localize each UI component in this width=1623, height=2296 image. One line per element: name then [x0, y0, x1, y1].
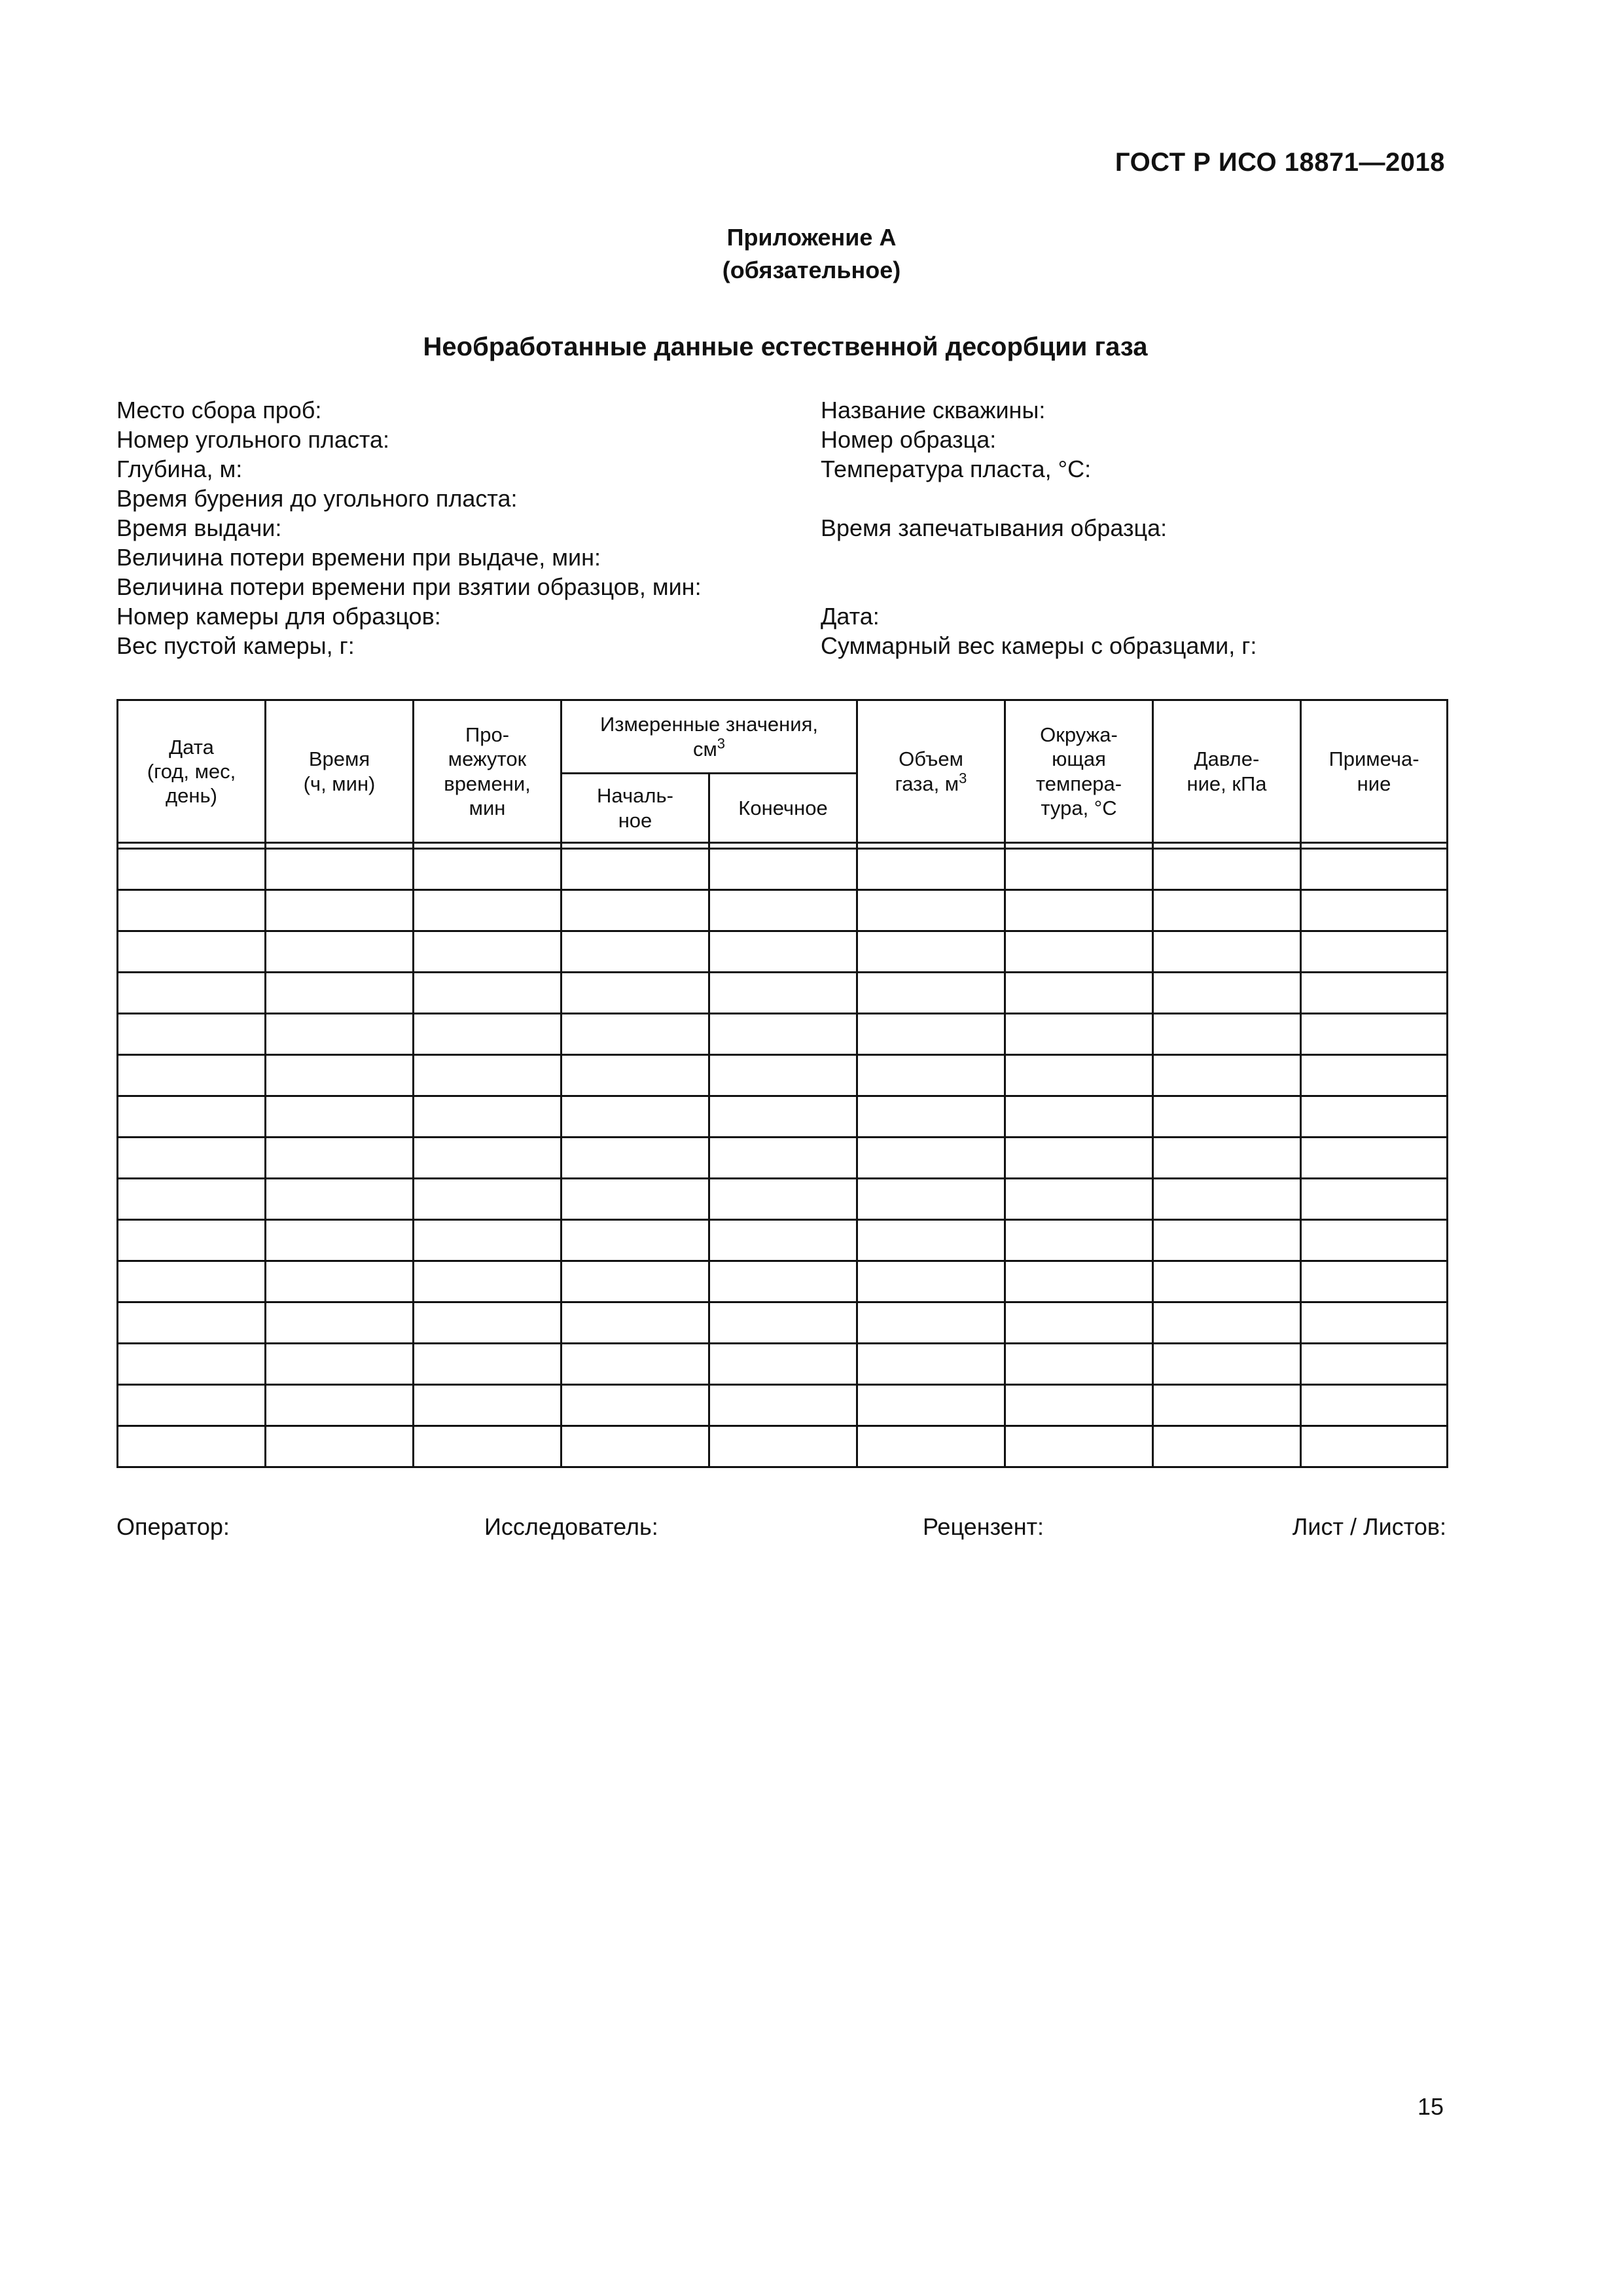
table-row [118, 931, 1448, 973]
table-cell [857, 1220, 1005, 1261]
table-cell [266, 1344, 414, 1385]
field-empty-2 [821, 543, 1257, 572]
table-cell [414, 1426, 562, 1467]
table-cell [266, 931, 414, 973]
table-cell [1301, 1426, 1448, 1467]
table-cell [562, 1138, 709, 1179]
table-cell [414, 1055, 562, 1096]
col-header-final: Конечное [709, 774, 857, 843]
table-cell [857, 973, 1005, 1014]
table-cell [857, 1385, 1005, 1426]
table-cell [857, 931, 1005, 973]
table-cell [118, 1220, 266, 1261]
table-cell [857, 849, 1005, 890]
table-cell [266, 1055, 414, 1096]
table-cell [266, 1261, 414, 1302]
table-cell [857, 890, 1005, 931]
field-seam-temperature: Температура пласта, °С: [821, 456, 1092, 482]
table-row [118, 973, 1448, 1014]
table-cell [1301, 1302, 1448, 1344]
table-cell [1301, 1138, 1448, 1179]
table-cell [1301, 1014, 1448, 1055]
col-header-notes: Примеча- ние [1301, 700, 1448, 843]
table-cell [857, 1014, 1005, 1055]
table-cell [562, 1344, 709, 1385]
table-cell [1153, 973, 1301, 1014]
table-cell [1301, 1261, 1448, 1302]
table-cell [857, 1138, 1005, 1179]
table-row [118, 1261, 1448, 1302]
table-row [118, 1220, 1448, 1261]
table-cell [1005, 1261, 1153, 1302]
table-cell [1005, 973, 1153, 1014]
table-cell [1301, 1055, 1448, 1096]
table-cell [1005, 1014, 1153, 1055]
table-cell [118, 1302, 266, 1344]
annex-title: Приложение А [726, 224, 897, 251]
table-cell [414, 1179, 562, 1220]
table-cell [118, 849, 266, 890]
table-cell [266, 973, 414, 1014]
table-cell [1301, 1220, 1448, 1261]
table-cell [709, 1426, 857, 1467]
table-cell [709, 973, 857, 1014]
field-total-weight: Суммарный вес камеры с образцами, г: [821, 632, 1257, 659]
table-cell [118, 890, 266, 931]
table-cell [1005, 1055, 1153, 1096]
table-cell [562, 973, 709, 1014]
table-cell [1301, 1179, 1448, 1220]
table-cell [1301, 1385, 1448, 1426]
table-cell [562, 1220, 709, 1261]
table-cell [118, 1385, 266, 1426]
table-cell [1153, 1179, 1301, 1220]
table-cell [1153, 1055, 1301, 1096]
field-sample-number: Номер образца: [821, 426, 997, 453]
table-cell [1153, 1261, 1301, 1302]
table-cell [562, 1055, 709, 1096]
fields-left [116, 395, 702, 660]
table-cell [1153, 1014, 1301, 1055]
table-cell [414, 1220, 562, 1261]
field-sampling-place: Место сбора проб: [116, 397, 322, 423]
table-cell [414, 849, 562, 890]
table-cell [1005, 1179, 1153, 1220]
col-header-date: Дата (год, мес, день) [118, 700, 266, 843]
table-cell [118, 1138, 266, 1179]
field-lost-time-delivery: Величина потери времени при выдаче, мин: [116, 544, 601, 571]
table-cell [1301, 973, 1448, 1014]
table-row [118, 1055, 1448, 1096]
table-cell [118, 1344, 266, 1385]
field-lost-time-sampling: Величина потери времени при взятии образцов, мин: [116, 573, 702, 600]
table-cell [118, 1426, 266, 1467]
field-seam-number: Номер угольного пласта: [116, 426, 390, 453]
table-cell [562, 931, 709, 973]
table-cell [1153, 931, 1301, 973]
table-cell [118, 1055, 266, 1096]
table-cell [1153, 1385, 1301, 1426]
table-cell [414, 1261, 562, 1302]
table-cell [1153, 1344, 1301, 1385]
table-cell [414, 931, 562, 973]
table-row [118, 1138, 1448, 1179]
table-cell [118, 1261, 266, 1302]
table-cell [118, 973, 266, 1014]
field-delivery-time: Время выдачи: [116, 514, 282, 541]
table-cell [562, 1426, 709, 1467]
table-cell [266, 890, 414, 931]
table-cell [857, 1179, 1005, 1220]
table-cell [857, 1426, 1005, 1467]
field-depth: Глубина, м: [116, 456, 243, 482]
field-well-name: Название скважины: [821, 397, 1046, 423]
table-cell [266, 1302, 414, 1344]
field-date: Дата: [821, 603, 880, 630]
table-cell [414, 890, 562, 931]
table-cell [562, 890, 709, 931]
table-cell [709, 1014, 857, 1055]
col-header-pressure: Давле- ние, кПа [1153, 700, 1301, 843]
table-cell [266, 1014, 414, 1055]
table-cell [118, 931, 266, 973]
table-cell [857, 1302, 1005, 1344]
table-cell [1005, 1385, 1153, 1426]
table-cell [414, 1302, 562, 1344]
document-title: Необработанные данные естественной десорбции газа [423, 332, 1148, 361]
table-cell [562, 1261, 709, 1302]
table-cell [562, 1385, 709, 1426]
table-cell [562, 1302, 709, 1344]
table-cell [266, 1220, 414, 1261]
field-empty-1 [821, 484, 1257, 513]
table-cell [1005, 890, 1153, 931]
table-cell [1301, 890, 1448, 931]
document-code: ГОСТ Р ИСО 18871—2018 [1115, 148, 1445, 177]
table-cell [562, 1096, 709, 1138]
table-cell [709, 1344, 857, 1385]
table-cell [266, 1385, 414, 1426]
table-row [118, 1344, 1448, 1385]
table-cell [414, 1014, 562, 1055]
table-cell [1153, 1220, 1301, 1261]
col-header-time: Время (ч, мин) [266, 700, 414, 843]
table-cell [1005, 1138, 1153, 1179]
table-cell [857, 1055, 1005, 1096]
table-cell [266, 1426, 414, 1467]
table-cell [1153, 1138, 1301, 1179]
table-row [118, 1426, 1448, 1467]
table-cell [1005, 849, 1153, 890]
table-cell [1153, 1096, 1301, 1138]
table-cell [1005, 1302, 1153, 1344]
table-cell [857, 1261, 1005, 1302]
table-cell [709, 1302, 857, 1344]
fields-right [821, 395, 1257, 660]
table-cell [709, 1385, 857, 1426]
table-cell [1005, 1426, 1153, 1467]
col-header-measured: Измеренные значения, $см^3$ [562, 700, 857, 774]
table-row [118, 849, 1448, 890]
table-cell [562, 849, 709, 890]
table-cell [1153, 849, 1301, 890]
field-sealing-time: Время запечатывания образца: [821, 514, 1168, 541]
table-cell [709, 1220, 857, 1261]
table-cell [118, 1096, 266, 1138]
table-cell [1153, 1302, 1301, 1344]
table-cell [562, 1014, 709, 1055]
table-cell [1005, 931, 1153, 973]
table-cell [1005, 1220, 1153, 1261]
table-cell [709, 1261, 857, 1302]
table-cell [1153, 1426, 1301, 1467]
col-header-volume: Объем газа, $м^3$ [857, 700, 1005, 843]
table-cell [414, 1138, 562, 1179]
table-cell [1153, 890, 1301, 931]
table-cell [266, 1179, 414, 1220]
annex-status: (обязательное) [722, 257, 901, 283]
table-cell [1005, 1344, 1153, 1385]
table-cell [414, 973, 562, 1014]
col-header-initial: Началь- ное [562, 774, 709, 843]
field-empty-3 [821, 572, 1257, 601]
table-cell [266, 849, 414, 890]
table-cell [709, 931, 857, 973]
footer-researcher: Исследователь: [484, 1513, 658, 1540]
table-row [118, 1385, 1448, 1426]
table-cell [709, 1138, 857, 1179]
table-cell [414, 1385, 562, 1426]
table-cell [562, 1179, 709, 1220]
table-cell [1301, 931, 1448, 973]
desorption-data-table [116, 699, 1448, 1468]
table-cell [1301, 1096, 1448, 1138]
table-row [118, 1014, 1448, 1055]
page-number: 15 [1417, 2093, 1444, 2120]
table-cell [1301, 849, 1448, 890]
table-cell [118, 1014, 266, 1055]
table-cell [414, 1096, 562, 1138]
table-cell [709, 1179, 857, 1220]
table-cell [266, 1096, 414, 1138]
table-cell [709, 890, 857, 931]
field-drilling-time: Время бурения до угольного пласта: [116, 485, 518, 512]
table-row [118, 1302, 1448, 1344]
table-cell [1301, 1344, 1448, 1385]
footer-operator: Оператор: [116, 1513, 230, 1540]
footer-reviewer: Рецензент: [923, 1513, 1044, 1540]
table-cell [709, 1096, 857, 1138]
table-cell [118, 1179, 266, 1220]
field-empty-canister-weight: Вес пустой камеры, г: [116, 632, 355, 659]
table-cell [857, 1096, 1005, 1138]
footer-sheet: Лист / Листов: [1292, 1513, 1446, 1540]
table-row [118, 1179, 1448, 1220]
table-cell [709, 849, 857, 890]
table-cell [414, 1344, 562, 1385]
table-cell [266, 1138, 414, 1179]
table-row [118, 890, 1448, 931]
table-row [118, 1096, 1448, 1138]
table-body [118, 849, 1448, 1467]
table-cell [1005, 1096, 1153, 1138]
col-header-ambient-temp: Окружа- ющая темпера- тура, °С [1005, 700, 1153, 843]
table-cell [709, 1055, 857, 1096]
col-header-interval: Про- межуток времени, мин [414, 700, 562, 843]
field-canister-number: Номер камеры для образцов: [116, 603, 441, 630]
table-cell [857, 1344, 1005, 1385]
